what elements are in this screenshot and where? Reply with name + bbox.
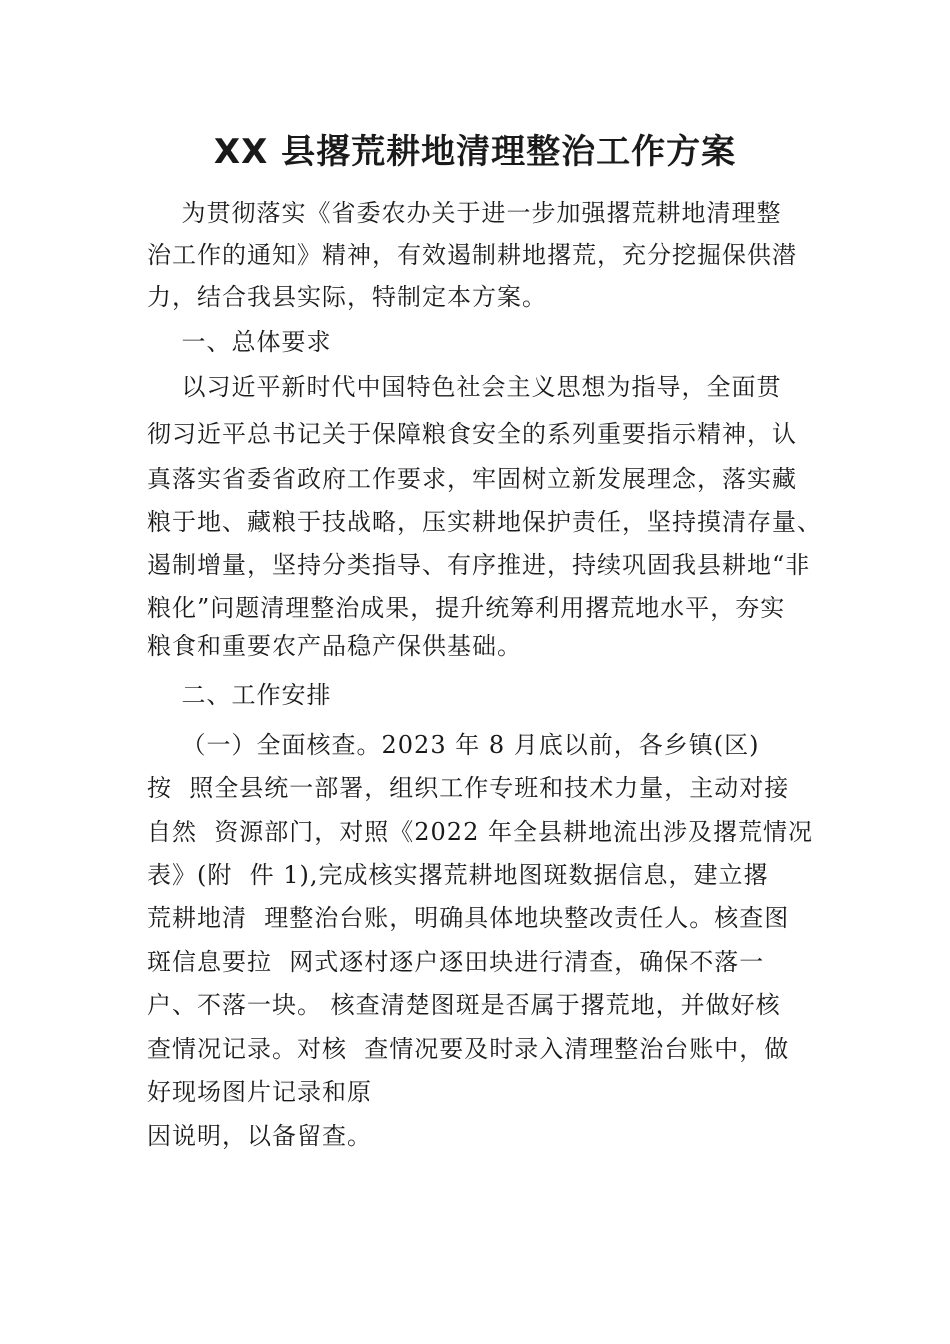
body-line: 自然 资源部门，对照《2022 年全县耕地流出涉及撂荒情况 (147, 818, 813, 846)
body-line: 荒耕地清 理整治台账，明确具体地块整改责任人。核查图 (147, 904, 790, 932)
body-line: 为贯彻落实《省委农办关于进一步加强撂荒耕地清理整 (147, 199, 782, 227)
section-heading: 二、工作安排 (147, 681, 332, 709)
subsection-line: （一）全面核查。2023 年 8 月底以前，各乡镇(区) (147, 731, 760, 759)
body-line: 粮化”问题清理整治成果，提升统筹利用撂荒地水平，夯实 (147, 594, 786, 622)
section-heading: 一、总体要求 (147, 328, 332, 356)
body-line: 力，结合我县实际，特制定本方案。 (147, 283, 547, 311)
body-line: 真落实省委省政府工作要求，牢固树立新发展理念，落实藏 (147, 465, 797, 493)
body-line: 户、不落一块。 核查清楚图斑是否属于撂荒地，并做好核 (147, 991, 781, 1019)
body-line: 治工作的通知》精神，有效遏制耕地撂荒，充分挖掘保供潜 (147, 241, 797, 269)
body-line: 表》(附 件 1),完成核实撂荒耕地图斑数据信息，建立撂 (147, 861, 769, 889)
body-line: 粮食和重要农产品稳产保供基础。 (147, 632, 522, 660)
body-line: 遏制增量，坚持分类指导、有序推进，持续巩固我县耕地“非 (147, 551, 811, 579)
body-line: 按 照全县统一部署，组织工作专班和技术力量，主动对接 (147, 774, 790, 802)
body-line: 因说明，以备留查。 (147, 1122, 372, 1150)
body-line: 以习近平新时代中国特色社会主义思想为指导，全面贯 (147, 373, 782, 401)
body-line: 彻习近平总书记关于保障粮食安全的系列重要指示精神，认 (147, 420, 797, 448)
document-title: XX 县撂荒耕地清理整治工作方案 (213, 132, 737, 172)
body-line: 好现场图片记录和原 (147, 1078, 372, 1106)
body-line: 粮于地、藏粮于技战略，压实耕地保护责任，坚持摸清存量、 (147, 508, 822, 536)
body-line: 查情况记录。对核 查情况要及时录入清理整治台账中，做 (147, 1035, 790, 1063)
body-line: 斑信息要拉 网式逐村逐户逐田块进行清查，确保不落一 (147, 948, 765, 976)
